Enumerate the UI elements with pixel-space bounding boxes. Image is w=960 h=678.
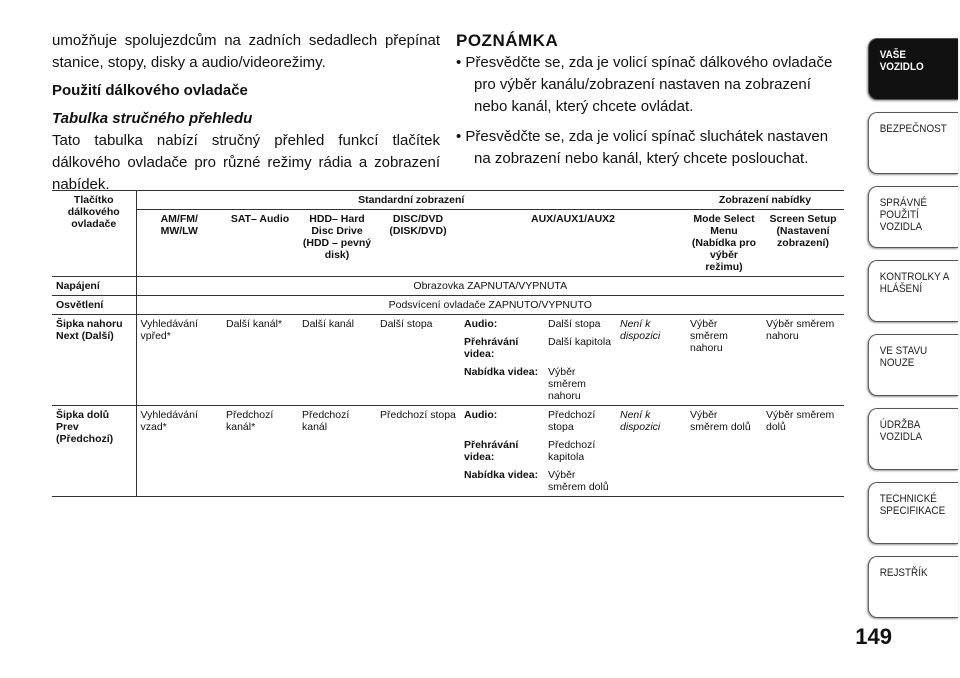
header-hdd: HDD– Hard Disc Drive (HDD – pevný disk) bbox=[302, 213, 372, 261]
page-number: 149 bbox=[855, 624, 892, 649]
table-row bbox=[52, 277, 844, 296]
down-aux-audio-value: Předchozí stopa bbox=[548, 409, 596, 433]
down-mode: Výběr směrem dolů bbox=[686, 406, 762, 497]
up-aux-video-value: Další kapitola bbox=[548, 336, 612, 348]
table-row bbox=[52, 406, 844, 497]
down-not-available: Není k dispozici bbox=[616, 406, 686, 497]
tab-maintenance[interactable]: ÚDRŽBA VOZIDLA bbox=[868, 408, 958, 470]
note-title: POZNÁMKA bbox=[456, 31, 559, 50]
header-menu-view: Zobrazení nabídky bbox=[686, 191, 844, 210]
down-screen: Výběr směrem dolů bbox=[762, 406, 844, 497]
tab-specifications[interactable]: TECHNICKÉ SPECIFIKACE bbox=[868, 482, 958, 544]
up-not-available: Není k dispozici bbox=[616, 315, 686, 406]
row-head-down: Šipka dolů Prev (Předchozí) bbox=[52, 406, 136, 497]
quick-reference-table bbox=[52, 190, 844, 497]
up-aux-menu-value: Výběr směrem nahoru bbox=[548, 366, 586, 402]
down-hdd: Předchozí kanál bbox=[298, 406, 376, 497]
up-aux-audio-value: Další stopa bbox=[548, 318, 601, 330]
up-screen: Výběr směrem nahoru bbox=[762, 315, 844, 406]
down-disc: Předchozí stopa bbox=[376, 406, 460, 497]
down-sat: Předchozí kanál* bbox=[222, 406, 298, 497]
note-bullet-2: • Přesvědčte se, zda je volicí spínač sluchátek nastaven na zobrazení nebo kanál, který chcete poslouchat. bbox=[456, 128, 829, 167]
header-screen-setup: Screen Setup (Nastavení zobrazení) bbox=[769, 213, 837, 249]
tab-your-vehicle[interactable]: VAŠE VOZIDLO bbox=[868, 38, 958, 100]
table-row bbox=[52, 315, 844, 406]
down-aux-menu-label: Nabídka videa: bbox=[464, 469, 539, 481]
power-value: Obrazovka ZAPNUTA/VYPNUTA bbox=[136, 277, 844, 296]
tab-emergency[interactable]: VE STAVU NOUZE bbox=[868, 334, 958, 396]
header-button: Tlačítko dálkového ovladače bbox=[52, 191, 136, 277]
lighting-value: Podsvícení ovladače ZAPNUTO/VYPNUTO bbox=[136, 296, 844, 315]
header-mode-select: Mode Select Menu (Nabídka pro výběr režimu) bbox=[691, 213, 757, 273]
row-head-up: Šipka nahoru Next (Další) bbox=[52, 315, 136, 406]
left-column bbox=[52, 30, 440, 196]
row-head-lighting: Osvětlení bbox=[52, 296, 136, 315]
down-aux-menu-value: Výběr směrem dolů bbox=[548, 469, 609, 493]
intro-text: umožňuje spolujezdcům na zadních sedadlech přepínat stanice, stopy, disky a audio/videorežimy. bbox=[52, 32, 440, 71]
up-mode: Výběr směrem nahoru bbox=[686, 315, 762, 406]
header-am-fm: AM/FM/ MW/LW bbox=[136, 210, 222, 277]
up-aux-video-label: Přehrávání videa: bbox=[464, 336, 519, 360]
down-aux-video-label: Přehrávání videa: bbox=[464, 439, 519, 463]
up-sat: Další kanál* bbox=[222, 315, 298, 406]
note-bullet-1: • Přesvědčte se, zda je volicí spínač dálkového ovladače pro výběr kanálu/zobrazení nastaven na zobrazení nebo kanál, který chcete ovládat. bbox=[456, 54, 833, 115]
body-text: Tato tabulka nabízí stručný přehled funkcí tlačítek dálkového ovladače pro různé režimy rádia a zobrazení nabídek. bbox=[52, 132, 440, 193]
up-aux-menu-label: Nabídka videa: bbox=[464, 366, 539, 378]
up-aux-audio-label: Audio: bbox=[464, 318, 498, 330]
tab-safety[interactable]: BEZPEČNOST bbox=[868, 112, 958, 174]
up-am: Vyhledávání vpřed* bbox=[136, 315, 222, 406]
chapter-tabs bbox=[858, 0, 960, 678]
tab-warning-lights[interactable]: KONTROLKY A HLÁŠENÍ bbox=[868, 260, 958, 322]
header-disc: DISC/DVD (DISK/DVD) bbox=[389, 213, 447, 237]
section-heading: Použití dálkového ovladače bbox=[52, 82, 248, 99]
down-aux bbox=[460, 406, 616, 497]
row-head-power: Napájení bbox=[52, 277, 136, 296]
tab-proper-use[interactable]: SPRÁVNÉ POUŽITÍ VOZIDLA bbox=[868, 186, 958, 248]
subsection-heading: Tabulka stručného přehledu bbox=[52, 110, 253, 127]
table-row bbox=[52, 296, 844, 315]
tab-index[interactable]: REJSTŘÍK bbox=[868, 556, 958, 618]
header-aux: AUX/AUX1/AUX2 bbox=[530, 213, 616, 225]
down-aux-audio-label: Audio: bbox=[464, 409, 498, 421]
header-standard-view: Standardní zobrazení bbox=[136, 191, 686, 210]
up-disc: Další stopa bbox=[376, 315, 460, 406]
note-column bbox=[456, 30, 844, 170]
up-aux bbox=[460, 315, 616, 406]
header-sat: SAT– Audio bbox=[230, 213, 290, 225]
down-am: Vyhledávání vzad* bbox=[136, 406, 222, 497]
up-hdd: Další kanál bbox=[298, 315, 376, 406]
down-aux-video-value: Předchozí kapitola bbox=[548, 439, 596, 463]
